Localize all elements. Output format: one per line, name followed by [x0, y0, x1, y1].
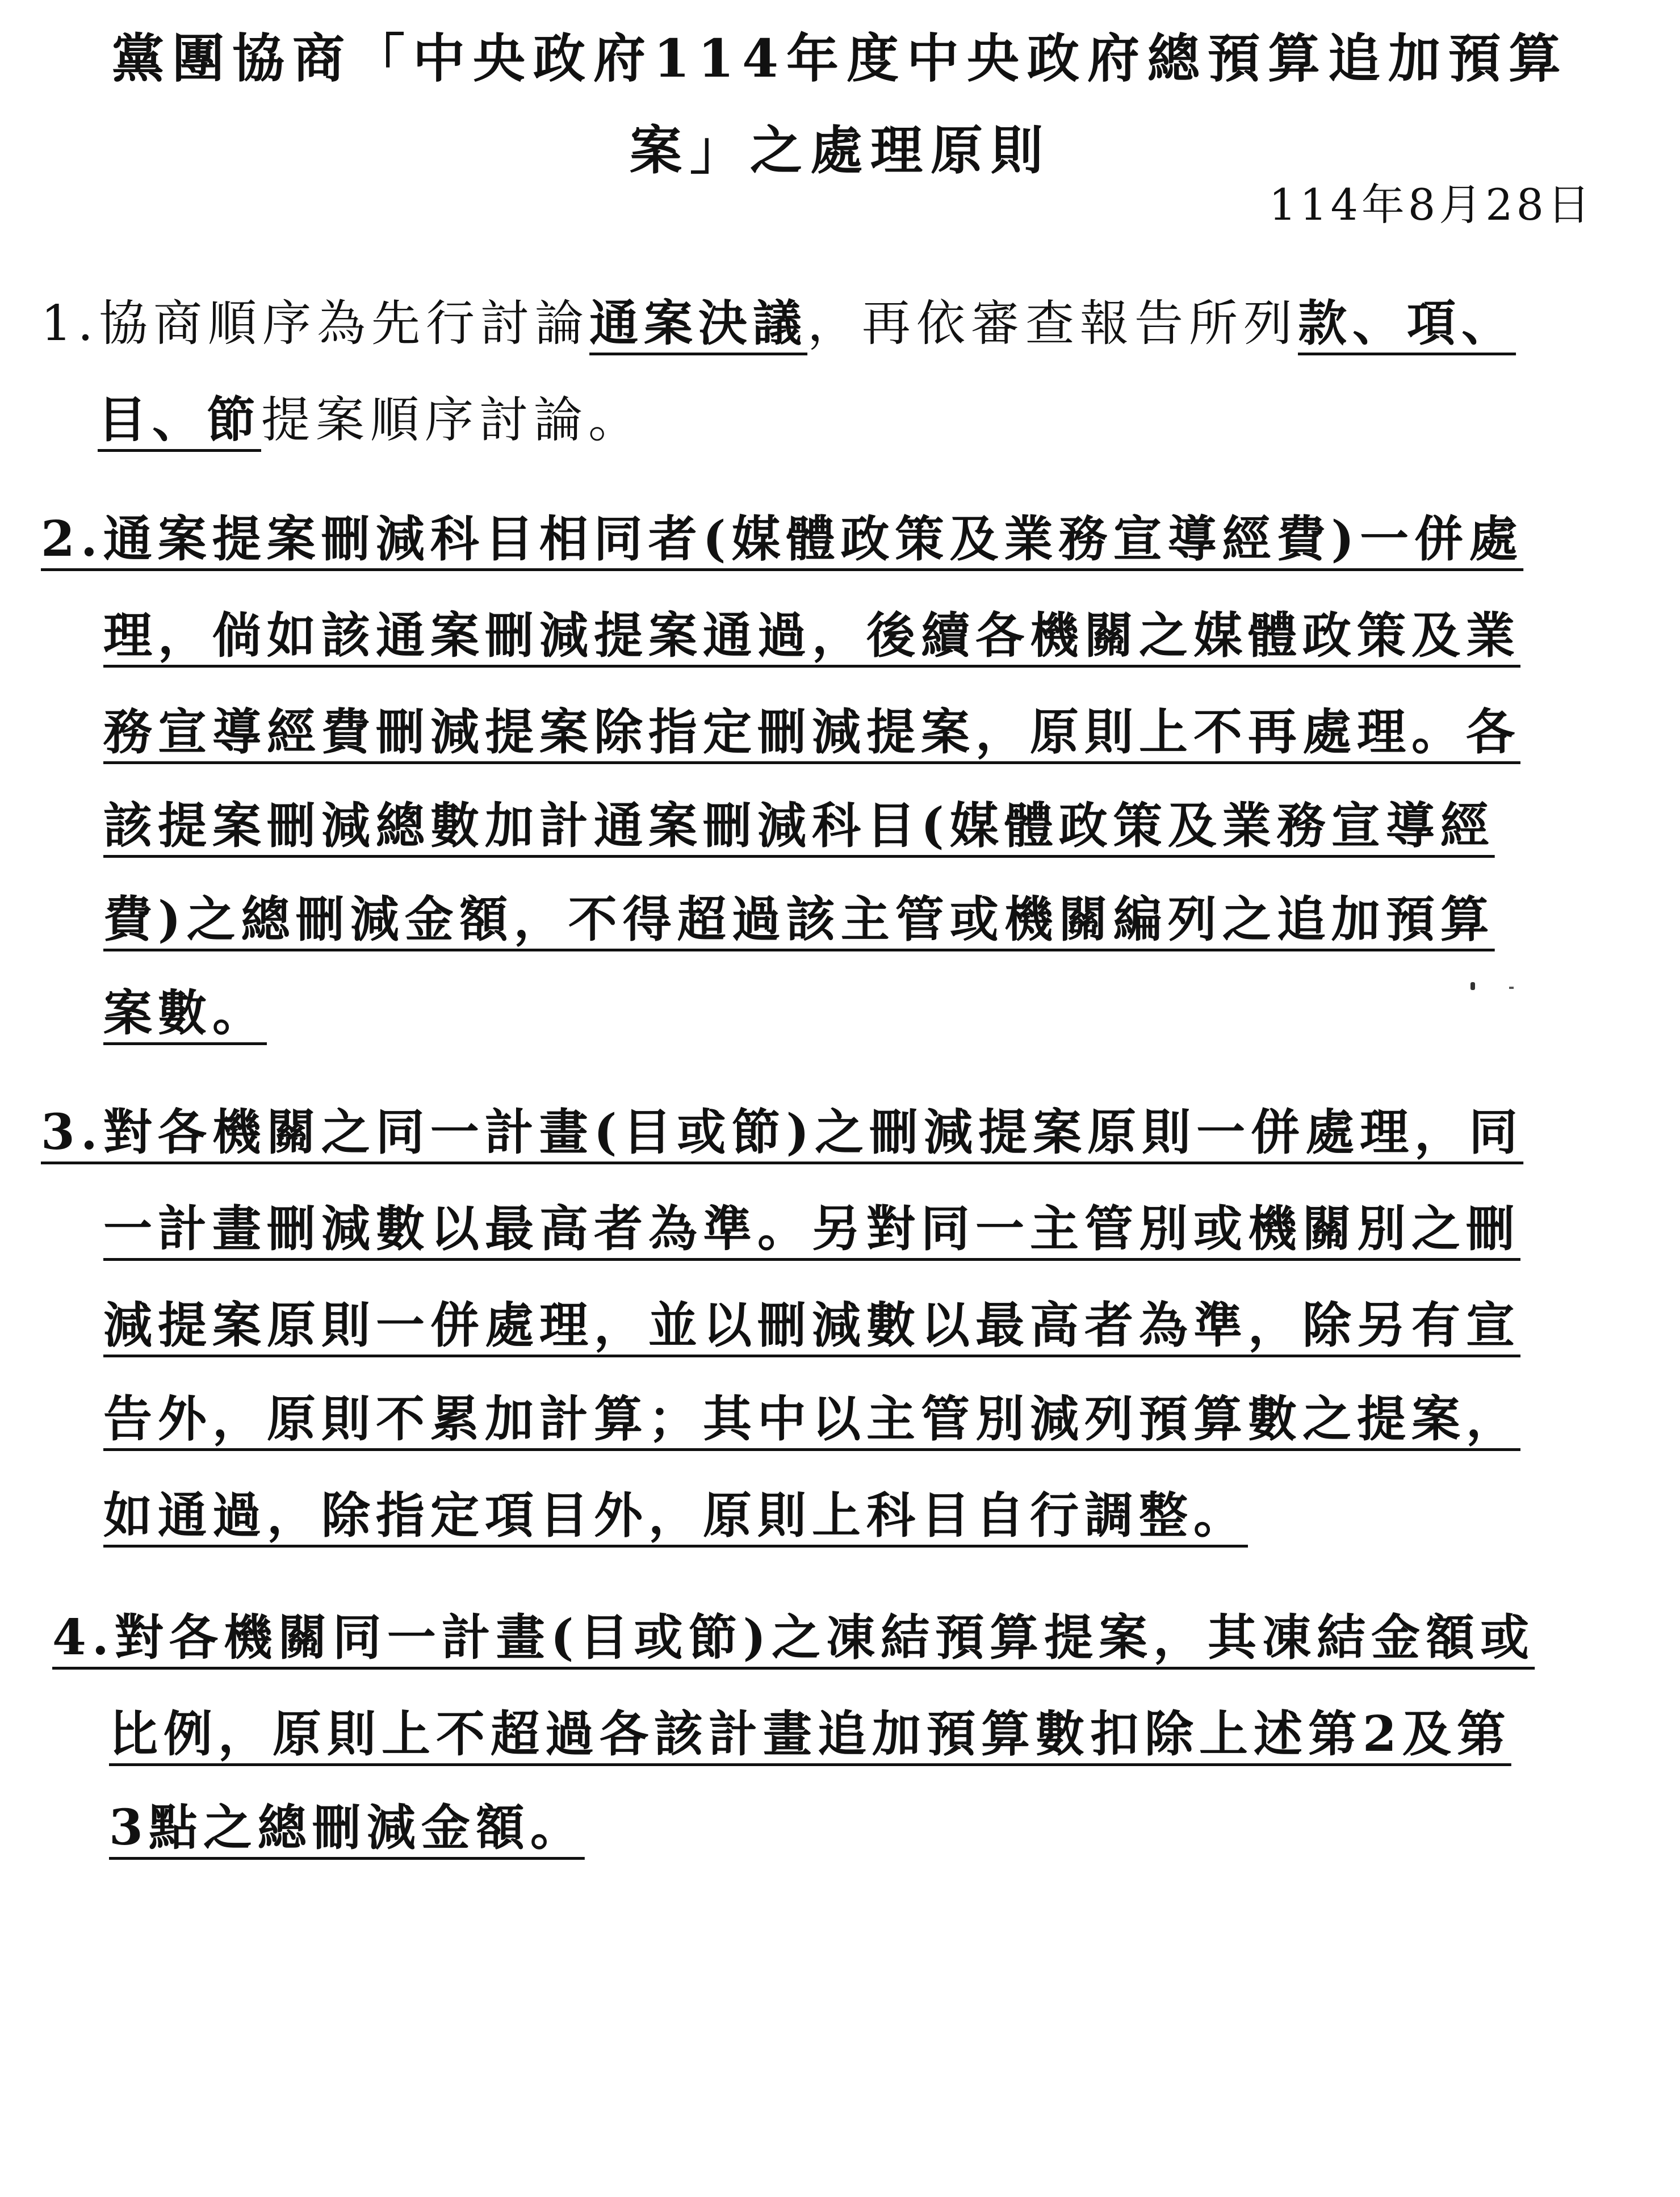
scan-speck — [1509, 987, 1514, 989]
item-3-line-5: 如通過，除指定項目外，原則上科目自行調整。 — [103, 1487, 1248, 1544]
item-1-keyword-sections: 目、節 — [98, 391, 261, 448]
item-1-text-end: 提案順序討論。 — [261, 392, 643, 448]
document-title-line-1: 黨團協商「中央政府114年度中央政府總預算追加預算 — [111, 28, 1569, 89]
item-1-text-a: 協商順序為先行討論 — [99, 295, 590, 352]
item-1-line-1 — [41, 284, 1516, 354]
item-1-line-2 — [98, 380, 643, 451]
document-date: 114年8月28日 — [1268, 179, 1594, 230]
item-2-line-5: 費)之總刪減金額，不得超過該主管或機關編列之追加預算 — [103, 891, 1495, 948]
item-2-line-1: 2.通案提案刪減科目相同者(媒體政策及業務宣導經費)一併處 — [41, 510, 1524, 568]
item-3-line-4: 告外，原則不累加計算；其中以主管別減列預算數之提案， — [103, 1390, 1520, 1448]
item-3-line-1: 3.對各機關之同一計畫(目或節)之刪減提案原則一併處理，同 — [41, 1104, 1524, 1161]
item-1-text-c: ，再依審查報告所列 — [807, 295, 1298, 352]
item-4-line-1: 4.對各機關同一計畫(目或節)之凍結預算提案，其凍結金額或 — [52, 1609, 1535, 1666]
item-1-keyword-categories: 款、項、 — [1298, 295, 1516, 352]
document-title-line-2: 案」之處理原則 — [629, 120, 1051, 181]
item-2-line-6: 案數。 — [103, 984, 267, 1042]
item-1-number: 1. — [41, 295, 99, 352]
item-3-line-2: 一計畫刪減數以最高者為準。另對同一主管別或機關別之刪 — [103, 1200, 1520, 1257]
scan-speck — [1470, 982, 1475, 990]
item-4-line-2: 比例，原則上不超過各該計畫追加預算數扣除上述第2及第 — [109, 1705, 1511, 1763]
item-2-line-3: 務宣導經費刪減提案除指定刪減提案，原則上不再處理。各 — [103, 703, 1520, 761]
item-2-line-2: 理，倘如該通案刪減提案通過，後續各機關之媒體政策及業 — [103, 607, 1520, 664]
item-3-line-3: 減提案原則一併處理，並以刪減數以最高者為準，除另有宣 — [103, 1297, 1520, 1354]
item-4-line-3: 3點之總刪減金額。 — [109, 1799, 585, 1856]
item-2-line-4: 該提案刪減總數加計通案刪減科目(媒體政策及業務宣導經 — [103, 797, 1495, 854]
item-1-keyword-resolution: 通案決議 — [589, 295, 808, 352]
